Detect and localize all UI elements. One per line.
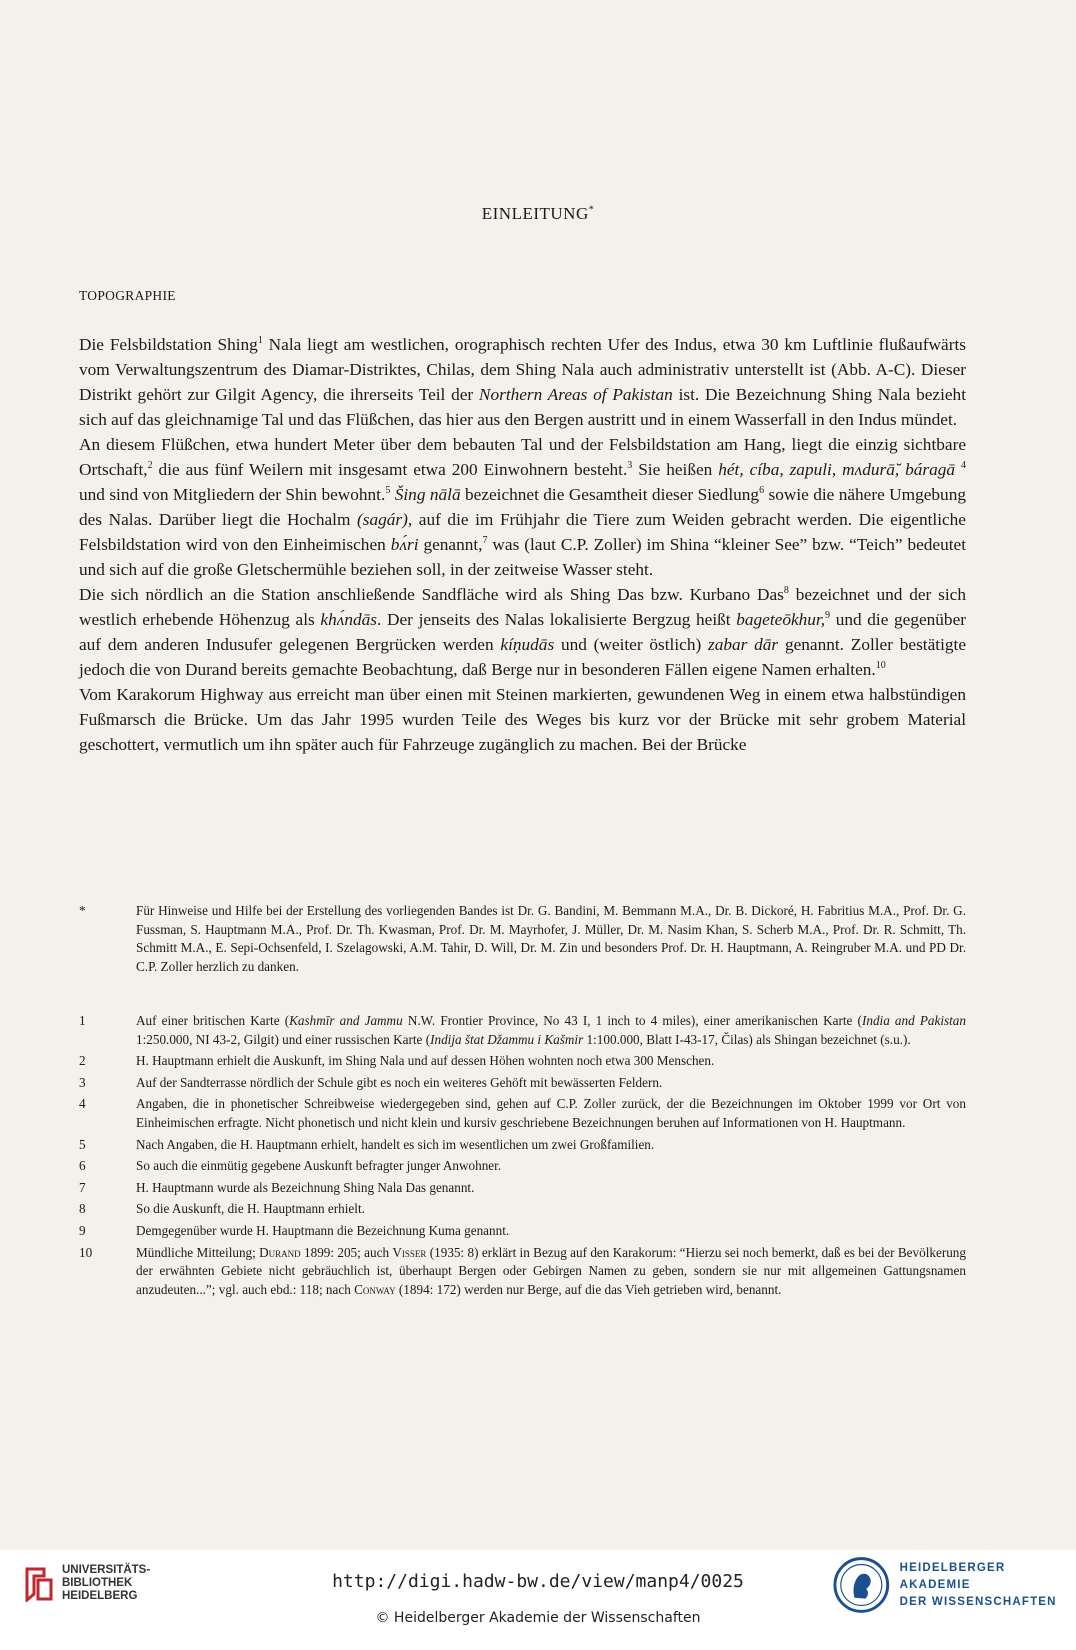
footnote-text: Für Hinweise und Hilfe bei der Erstellung des vorliegenden Bandes ist Dr. G. Bandini, M. Bemmann M.A., Dr. B. Dickoré, H. Fabritius M.A., Prof. Dr. G. Fussman, S. Hauptmann M.A., Prof. Dr. Th. Kwasman, Prof. Dr. M. Mayrhofer, J. Müller, Dr. M. Nasim Khan, S. Scherb M.A., Prof. Dr. R. Schmitt, Th. Schmitt M.A., E. Sepi-Ochsenfeld, I. Szelagowski, A.M. Tahir, D. Will, Dr. M. Zin und besonders Prof. Dr. H. Hauptmann, A. Reingruber M.A. und PD Dr. C.P. Zoller herzlich zu danken. — [136, 903, 966, 974]
footnote-ref-5[interactable]: 5 — [385, 485, 391, 497]
footnote-9: 9 Demgegenüber wurde H. Hauptmann die Bezeichnung Kuma genannt. — [79, 1222, 510, 1238]
footnote-star — [79, 902, 966, 976]
section-heading: TOPOGRAPHIE — [79, 288, 176, 303]
footnote-acknowledgement — [79, 902, 966, 979]
footnote-ref-4[interactable]: 4 — [961, 460, 966, 472]
body-text — [79, 332, 966, 757]
title-footnote-mark[interactable]: * — [588, 204, 595, 216]
footnote-number: * — [79, 903, 86, 918]
footnote-3: 3 Auf der Sandterrasse nördlich der Schule gibt es noch ein weiteres Gehöft mit bewässerten Feldern. — [79, 1074, 663, 1090]
footnote-ref-6[interactable]: 6 — [759, 485, 765, 497]
footnote-ref-1[interactable]: 1 — [257, 335, 263, 347]
footnote-2: 2 H. Hauptmann erhielt die Auskunft, im Shing Nala und auf dessen Höhen wohnten noch etwa 300 Menschen. — [79, 1053, 715, 1069]
footnote-1: 1 Auf einer britischen Karte (Kashmīr and Jammu N.W. Frontier Province, No 43 I, 1 inch to 4 miles), einer amerikanischen Karte (India and Pakistan 1:250.000, NI 43-2, Gilgit) und einer russischen Karte (Indija štat Džammu i Kašmir 1:100.000, Blatt I-43-17, Čilas) als Shingan bezeichnet (s.u.). — [79, 1013, 966, 1047]
footnote-8: 8 So die Auskunft, die H. Hauptmann erhielt. — [79, 1201, 365, 1217]
footnote-ref-2[interactable]: 2 — [147, 460, 153, 472]
footnote-10: 10 Mündliche Mitteilung; Durand 1899: 205; auch Visser (1935: 8) erklärt in Bezug auf den Karakorum: “Hierzu sei noch bemerkt, daß es bei der Bevölkerung der erwähnten Gebiete nicht gebräuchlich ist, überhaupt Bergen oder Gebirgen Namen zu geben, sondern sie nur mit allgemeinen Gattungsnamen anzudeuten...”; vgl. auch ebd.: 118; nach Conway (1894: 172) werden nur Berge, auf die das Vieh getrieben wird, benannt. — [79, 1244, 966, 1297]
academy-logo[interactable]: HEIDELBERGER AKADEMIE DER WISSENSCHAFTEN — [833, 1556, 1076, 1614]
copyright-notice: © Heidelberger Akademie der Wissenschaften — [375, 1610, 701, 1626]
footnote-ref-9[interactable]: 9 — [825, 610, 831, 622]
footnote-6: 6 So auch die einmütig gegebene Auskunft befragter junger Anwohner. — [79, 1158, 502, 1174]
footnote-ref-3[interactable]: 3 — [627, 460, 633, 472]
paragraph-1: Die Felsbildstation Shing$^1$ Nala liegt am westlichen, orographisch rechten Ufer des Indus, etwa 30 km Luftlinie flußaufwärts vom Verwaltungszentrum des Diamar-Distriktes, Chilas, dem Shing Nala auch administrativ unterstellt ist (Abb. A-C). Dieser Distrikt gehört zur Gilgit Agency, die ihrerseits Teil der Northern Areas of Pakistan ist. Die Bezeichnung Shing Nala bezieht sich auf das gleichnamige Tal und das Flüßchen, das hier aus den Bergen austritt und in einem Wasserfall in den Indus mündet. — [79, 335, 966, 429]
paragraph-4: Vom Karakorum Highway aus erreicht man über einen mit Steinen markierten, gewundenen Weg in einem etwa halbstündigen Fußmarsch die Brücke. Um das Jahr 1995 wurden Teile des Weges bis kurz vor der Brücke mit sehr grobem Material geschottert, vermutlich um ihn später auch für Fahrzeuge zugänglich zu machen. Bei der Brücke — [79, 685, 966, 754]
paragraph-2: An diesem Flüßchen, etwa hundert Meter über dem bebauten Tal und der Felsbildstation am Hang, liegt die einzig sichtbare Ortschaft,$^2$ die aus fünf Weilern mit insgesamt etwa 200 Einwohnern besteht.$^3$ Sie heißen hét, cíba, zapuli, mʌdurā̆, báragā $^4$ und sind von Mitgliedern der Shin bewohnt.$^5$ Šing nālā bezeichnet die Gesamtheit dieser Siedlung$^6$ sowie die nähere Umgebung des Nalas. Darüber liegt die Hochalm (sagár), auf die im Frühjahr die Tiere zum Weiden gebracht werden. Die eigentliche Felsbildstation wird von den Einheimischen bʌ́ri genannt,$^7$ was (laut C.P. Zoller) im Shina “kleiner See” bzw. “Teich” bedeutet und sich auf die große Gletschermühle beziehen soll, in der zeitweise Wasser steht. — [79, 435, 967, 579]
paragraph-3: Die sich nördlich an die Station anschließende Sandfläche wird als Shing Das bzw. Kurbano Das$^8$ bezeichnet und der sich westlich erhebende Höhenzug als khʌ́ndās. Der jenseits des Nalas lokalisierte Bergzug heißt bageteōkhur,$^9$ und die gegenüber auf dem anderen Indusufer gelegenen Bergrücken werden kíṇudās und (weiter östlich) zabar dār genannt. Zoller bestätigte jedoch die von Durand bereits gemachte Beobachtung, daß Berge nur in besonderen Fällen eigene Namen erhalten.$^{10}$ — [79, 585, 966, 679]
university-library-logo[interactable]: UNIVERSITÄTS- BIBLIOTHEK HEIDELBERG — [24, 1564, 150, 1603]
footnote-7: 7 H. Hauptmann wurde als Bezeichnung Shing Nala Das genannt. — [79, 1179, 475, 1195]
footnote-ref-10[interactable]: 10 — [875, 660, 886, 672]
academy-seal-icon — [833, 1556, 890, 1614]
page-title: EINLEITUNG* — [481, 204, 595, 223]
footnote-ref-7[interactable]: 7 — [482, 535, 488, 547]
footnote-5: 5 Nach Angaben, die H. Hauptmann erhielt, handelt es sich im wesentlichen um zwei Großfamilien. — [79, 1136, 655, 1152]
footnote-ref-8[interactable]: 8 — [783, 585, 789, 597]
permalink-url[interactable]: http://digi.hadw-bw.de/view/manp4/0025 — [332, 1571, 744, 1592]
footnote-4: 4 Angaben, die in phonetischer Schreibweise wiedergegeben sind, gehen auf C.P. Zoller zurück, der die Bezeichnungen im Oktober 1999 vor Ort von Einheimischen erfragte. Nicht phonetisch und nicht klein und kursiv geschriebene Bezeichnungen beruhen auf Informationen von H. Hauptmann. — [79, 1096, 966, 1130]
footnotes — [79, 1012, 966, 1302]
